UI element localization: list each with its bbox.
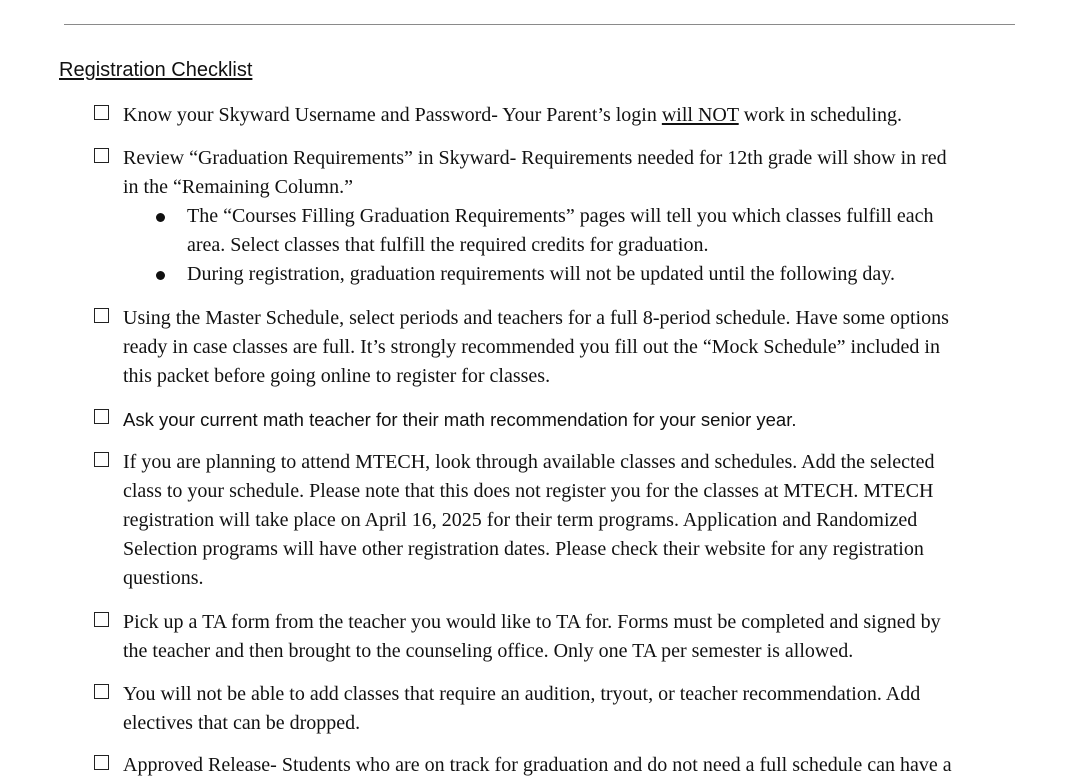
- checklist-item-text: Ask your current math teacher for their math recommendation for your senior year.: [123, 409, 797, 430]
- checkbox-icon[interactable]: [94, 684, 109, 699]
- checkbox-icon[interactable]: [94, 308, 109, 323]
- checklist-item-text: Review “Graduation Requirements” in Skyward- Requirements needed for 12th grade will show in red in the “Remaining Column.”: [123, 147, 947, 198]
- header-partial-text: [0, 0, 1076, 1]
- checklist-item: [94, 405, 1014, 434]
- checklist-item-text: Pick up a TA form from the teacher you would like to TA for. Forms must be completed and signed by the teacher and then brought to the counseling office. Only one TA per semester is allowed.: [123, 611, 941, 662]
- checklist-item-text: Using the Master Schedule, select periods and teachers for a full 8-period schedule. Have some options ready in case classes are full. It’s strongly recommended you fill out the “Mock Schedule” included in this packet before going online to register for classes.: [123, 307, 949, 387]
- checklist-item-text: Approved Release- Students who are on track for graduation and do not need a full schedule can have a: [123, 754, 952, 776]
- checklist-item-text: You will not be able to add classes that require an audition, tryout, or teacher recommendation. Add electives that can be dropped.: [123, 683, 921, 734]
- checklist-item: [94, 608, 1014, 666]
- checkbox-icon[interactable]: [94, 409, 109, 424]
- checkbox-icon[interactable]: [94, 148, 109, 163]
- checklist-item: [94, 751, 1014, 780]
- checklist-item-text: Know your Skyward Username and Password- Your Parent’s login will NOT work in scheduling.: [123, 104, 903, 126]
- bullet-item: The “Courses Filling Graduation Requirements” pages will tell you which classes fulfill each area. Select classes that fulfill the required credits for graduation.: [187, 202, 1014, 260]
- checklist-item: [94, 448, 1014, 593]
- checklist-item: [94, 144, 1014, 289]
- checklist-item: [94, 680, 1014, 738]
- bullet-item: During registration, graduation requirements will not be updated until the following day.: [187, 260, 1014, 289]
- checklist-item: [94, 304, 1014, 391]
- bullet-dot-icon: [156, 213, 165, 222]
- checkbox-icon[interactable]: [94, 612, 109, 627]
- bullet-dot-icon: [156, 271, 165, 280]
- horizontal-divider: [64, 24, 1015, 25]
- checklist-item: [94, 101, 1014, 130]
- emphasis-underlined: will NOT: [661, 104, 739, 126]
- checkbox-icon[interactable]: [94, 755, 109, 770]
- checkbox-icon[interactable]: [94, 105, 109, 120]
- checkbox-icon[interactable]: [94, 452, 109, 467]
- checklist-item-text: If you are planning to attend MTECH, look through available classes and schedules. Add the selected class to your schedule. Please note that this does not register you for the classes at MTECH. MTECH registration will take place on April 16, 2025 for their term programs. Application and Randomized Selection programs will have other registration dates. Please check their website for any registration questions.: [123, 451, 935, 589]
- section-heading: Registration Checklist: [59, 59, 253, 81]
